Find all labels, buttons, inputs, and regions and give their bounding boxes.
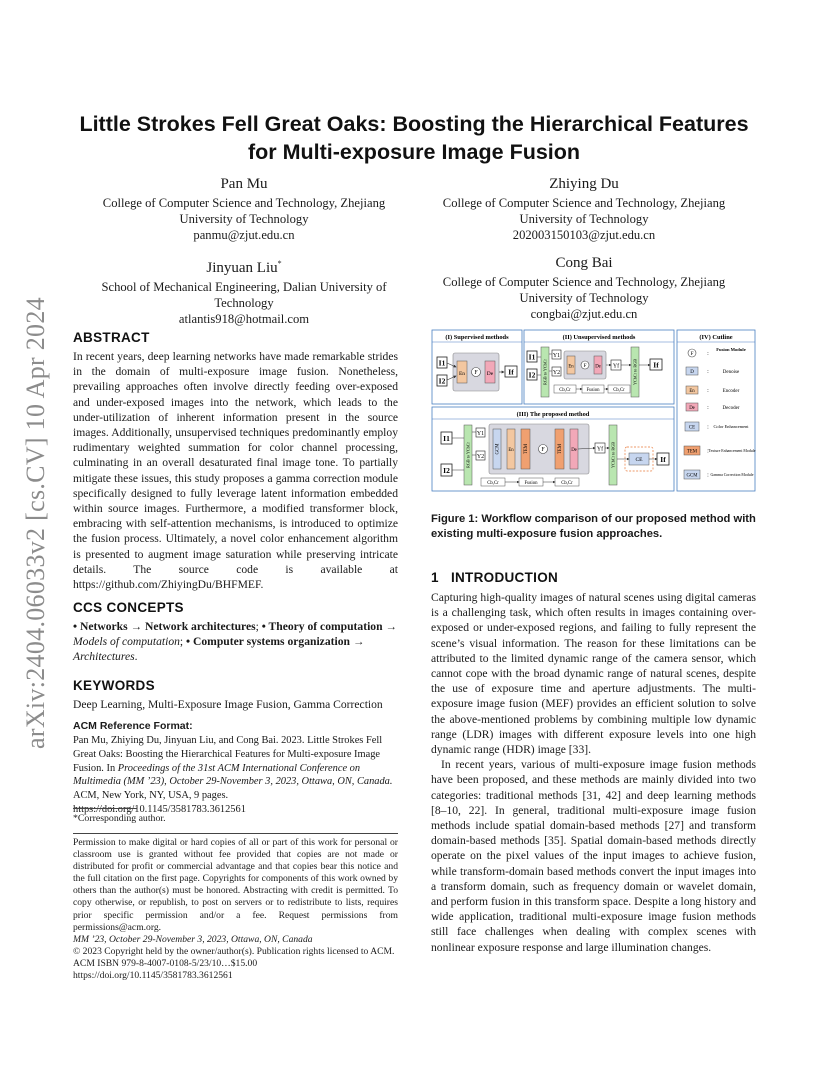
cbcr-label: Cb,Cr — [561, 481, 573, 486]
acm-reference-part: ACM, New York, NY, USA, 9 pages. https://doi.org/10.1145/3581783.3612561 — [73, 790, 246, 815]
legend-decoder-symbol: De — [689, 406, 695, 411]
legend-colon: : — [707, 369, 709, 375]
abstract-section — [73, 330, 398, 592]
cbcr-label: Cb,Cr — [487, 481, 499, 486]
legend-denoise-symbol: D — [690, 370, 694, 375]
permission-block — [73, 837, 398, 982]
legend-gamma-correction: Gamma Correction Module — [710, 473, 754, 477]
legend-colon: : — [707, 472, 709, 479]
cbcr-label: Cb,Cr — [559, 388, 571, 393]
legend-colon: : — [707, 424, 709, 431]
legend-ce-symbol: CE — [688, 425, 696, 431]
author-affiliation: College of Computer Science and Technology, Zhejiang — [442, 196, 726, 210]
author-affiliation: Technology — [214, 296, 274, 310]
input-i2-label: I2 — [443, 466, 450, 475]
fusion-label: Fusion — [586, 388, 600, 393]
paper-title — [60, 110, 768, 166]
ccs-heading: CCS CONCEPTS — [73, 600, 184, 615]
acm-reference-venue: Proceedings of the 31st ACM International Conference on Multimedia (MM ’23), October 29-November 3, 2023, Ottawa, ON, Canada. — [73, 762, 393, 788]
keywords-heading: KEYWORDS — [73, 678, 155, 693]
legend-colon: : — [707, 405, 709, 411]
tem-label: TEM — [558, 443, 563, 455]
author-name: Zhiying Du — [549, 176, 619, 192]
ce-label: CE — [635, 457, 643, 463]
copyright-line: © 2023 Copyright held by the owner/author(s). Publication rights licensed to ACM. — [73, 945, 395, 957]
keywords-text: Deep Learning, Multi-Exposure Image Fusion, Gamma Correction — [73, 698, 383, 711]
author-affiliation: College of Computer Science and Technology, Zhejiang — [102, 196, 386, 210]
y2-label: Y2 — [476, 454, 485, 460]
legend-color-enhancement: Color Enhancement — [713, 424, 749, 429]
permission-rule — [73, 833, 398, 834]
title-line-2: for Multi-exposure Image Fusion — [247, 140, 581, 164]
ycbcr-to-rgb-label: YCbCr to RGB — [610, 441, 616, 469]
acm-reference — [73, 720, 398, 817]
y2-label: Y2 — [552, 370, 561, 376]
ccs-subitem: → Architectures — [73, 635, 365, 664]
ccs-text — [73, 619, 398, 665]
legend-fusion-text: Fusion Module — [716, 347, 746, 352]
legend-denoise: Denoise — [722, 370, 740, 375]
workflow-diagram — [431, 329, 756, 492]
ccs-separator: ; — [179, 635, 187, 649]
y1-label: Y1 — [552, 353, 561, 359]
author-block-4 — [413, 254, 755, 322]
legend-decoder: Decoder — [722, 406, 740, 411]
panel-proposed-title: (III) The proposed method — [516, 411, 590, 418]
author-email: congbai@zjut.edu.cn — [530, 307, 638, 321]
introduction-heading: 1 INTRODUCTION — [431, 570, 559, 585]
intro-paragraph-2: In recent years, various of multi-exposure image fusion methods have been proposed, and these methods are mainly divided into two categories: traditional methods [31, 42] and deep learning methods [8–10, 22]. In general, traditional multi-exposure image fusion methods include spatial domain-based methods [27] and transform domain-based methods [35]. Spatial domain-based methods directly operate on the pixel values of the input images to achieve fusion, while transform-domain based methods convert the input images into a transform domain, such as frequency domain or wavelet domain, and perform fusion in this transform space. Despite a long history and wide application, traditional multi-exposure image fusion methods still face challenges when dealing with complex scenes with nonlinear exposure response and large illumination changes. — [431, 758, 756, 954]
ccs-section — [73, 600, 398, 665]
title-line-1: Little Strokes Fell Great Oaks: Boosting the Hierarchical Features — [79, 112, 749, 136]
legend-encoder-symbol: En — [689, 389, 695, 394]
doi-line: https://doi.org/10.1145/3581783.3612561 — [73, 970, 233, 982]
input-i1-label: I1 — [443, 434, 450, 443]
legend-encoder: Encoder — [722, 389, 740, 394]
introduction-section — [431, 570, 756, 955]
abstract-heading: ABSTRACT — [73, 330, 150, 345]
ccs-subitem: → Models of computation — [73, 620, 398, 649]
ccs-item: • Networks → Network architectures — [73, 620, 256, 633]
tem-label: TEM — [524, 443, 529, 455]
legend-fusion — [716, 347, 745, 352]
arxiv-identifier — [16, 285, 56, 760]
panel-cutline-title: (IV) Cutline — [699, 334, 733, 341]
conference-line: MM ’23, October 29-November 3, 2023, Ottawa, ON, Canada — [73, 933, 313, 945]
legend-colon: : — [707, 388, 709, 394]
ccs-end: . — [134, 650, 138, 664]
y1-label: Y1 — [476, 431, 485, 437]
author-name — [73, 254, 415, 278]
fusion-op-label: F — [541, 447, 545, 454]
decoder-label: De — [486, 371, 494, 377]
panel-supervised-title: (I) Supervised methods — [445, 334, 509, 341]
gcm-label: GCM — [495, 443, 501, 455]
rgb-to-ycbcr-label: RGB to YCbCr — [542, 359, 548, 385]
legend-tem-symbol: TEM — [686, 449, 698, 455]
acm-reference-part: Pan Mu, Zhiying Du, Jinyuan Liu, and Cong Bai. 2023. Little Strokes Fell Great Oaks: Boosting the Hierarchical Features for Multi-exposure Image Fusion. In — [73, 735, 383, 774]
encoder-label: En — [458, 371, 466, 377]
acm-reference-heading: ACM Reference Format: — [73, 720, 193, 732]
rgb-to-ycbcr-label: RGB to YCbCr — [465, 442, 471, 468]
legend-colon: : — [707, 351, 709, 357]
figure-caption: Figure 1: Workflow comparison of our proposed method with existing multi-exposure fusion approaches. — [431, 513, 756, 540]
ccs-separator: ; — [255, 620, 262, 633]
input-i2-label: I2 — [528, 370, 536, 380]
author-name: Pan Mu — [220, 176, 268, 192]
author-name: Cong Bai — [555, 255, 613, 271]
decoder-label: De — [595, 364, 601, 370]
yf-label: Yf — [612, 363, 620, 370]
arxiv-identifier-text: arXiv:2404.06033v2 [cs.CV] 10 Apr 2024 — [21, 296, 51, 749]
fusion-op-label: F — [474, 370, 478, 377]
ycbcr-to-rgb-label: YCbCr to RGB — [632, 358, 638, 386]
corresponding-footnote: *Corresponding author. — [73, 813, 166, 824]
acm-reference-text — [73, 734, 398, 817]
author-block-3 — [73, 254, 415, 327]
cbcr-label: Cb,Cr — [613, 388, 625, 393]
permission-text: Permission to make digital or hard copies of all or part of this work for personal or classroom use is granted without fee provided that copies are not made or distributed for profit or commercial advantage and that copies bear this notice and the full citation on the first page. Copyrights for components of this work owned by others than the author(s) must be honored. Abstracting with credit is permitted. To copy otherwise, or republish, to post on servers or to redistribute to lists, requires prior specific permission and/or a fee. Request permissions from permissions@acm.org. — [73, 837, 398, 933]
author-email: panmu@zjut.edu.cn — [193, 228, 295, 242]
footnote-rule — [73, 808, 137, 809]
author-email: atlantis918@hotmail.com — [178, 312, 310, 326]
fusion-label: Fusion — [524, 481, 538, 486]
corresponding-mark: * — [277, 259, 282, 268]
fusion-op-label: F — [583, 363, 587, 369]
ccs-item: • Theory of computation — [261, 620, 383, 633]
output-if-label: If — [508, 367, 514, 377]
yf-label: Yf — [596, 446, 604, 453]
legend-colon: : — [707, 448, 709, 455]
legend-texture-enhancement: Texture Enhancement Module — [708, 449, 756, 453]
abstract-text: In recent years, deep learning networks have made remarkable strides in the domain of multi-exposure image fusion. Nonetheless, prevailing approaches often involve directly feeding over-exposed and under-exposed images into the network, which leads to the under-utilization of inherent information present in the source images. Additionally, unsupervised techniques predominantly employ rudimentary weighted summation for color channel processing, culminating in an overall desaturated final image tone. To partially mitigate these issues, this study proposes a gamma correction module specifically designed to fully leverage latent information embedded within source images. Furthermore, a modified transformer block, embracing with self-attention mechanisms, is introduced to optimize the fusion process. Ultimately, a novel color enhancement algorithm is presented to augment image saturation while preserving intricate details. The source code is available at https://github.com/ZhiyingDu/BHFMEF. — [73, 350, 398, 592]
encoder-label: En — [508, 448, 514, 453]
decoder-label: De — [571, 448, 577, 453]
input-i1-label: I1 — [438, 358, 446, 368]
ccs-item: • Computer systems organization — [186, 635, 350, 649]
author-affiliation: University of Technology — [519, 212, 649, 226]
isbn-line: ACM ISBN 979-8-4007-0108-5/23/10…$15.00 — [73, 957, 258, 969]
legend-fusion-symbol: F — [690, 351, 694, 357]
author-block-1 — [73, 175, 415, 243]
encoder-label: En — [568, 364, 574, 370]
legend-gcm-symbol: GCM — [686, 473, 698, 479]
author-block-2 — [413, 175, 755, 243]
author-affiliation: University of Technology — [179, 212, 309, 226]
panel-unsupervised-title: (II) Unsupervised methods — [562, 334, 636, 341]
output-if-label: If — [653, 360, 659, 370]
output-if-label: If — [660, 455, 666, 464]
intro-paragraph-1: Capturing high-quality images of natural scenes using digital cameras is a challenging task, which often results in images containing over-exposed or under-exposed regions, and failing to fully represent the scene’s visual information. The reason for these limitations can be attributed to the limited dynamic range of the camera sensor, which cannot cope with the broad dynamic range of natural scenes, despite the use of exposure time and aperture adjustments. The multi-exposure image fusion (MEF) provides an efficient solution to solve the above-mentioned problems by combining multiple low dynamic range (LDR) images with different exposure levels into one high dynamic range (HDR) image [33]. — [431, 591, 756, 757]
input-i2-label: I2 — [438, 376, 446, 386]
author-email: 202003150103@zjut.edu.cn — [512, 228, 656, 242]
author-affiliation: School of Mechanical Engineering, Dalian University of — [101, 280, 387, 294]
author-affiliation: College of Computer Science and Technology, Zhejiang — [442, 275, 726, 289]
author-name-text: Jinyuan Liu — [206, 260, 278, 276]
keywords-section — [73, 678, 398, 712]
author-affiliation: University of Technology — [519, 291, 649, 305]
input-i1-label: I1 — [528, 352, 536, 362]
workflow-figure — [431, 329, 756, 492]
